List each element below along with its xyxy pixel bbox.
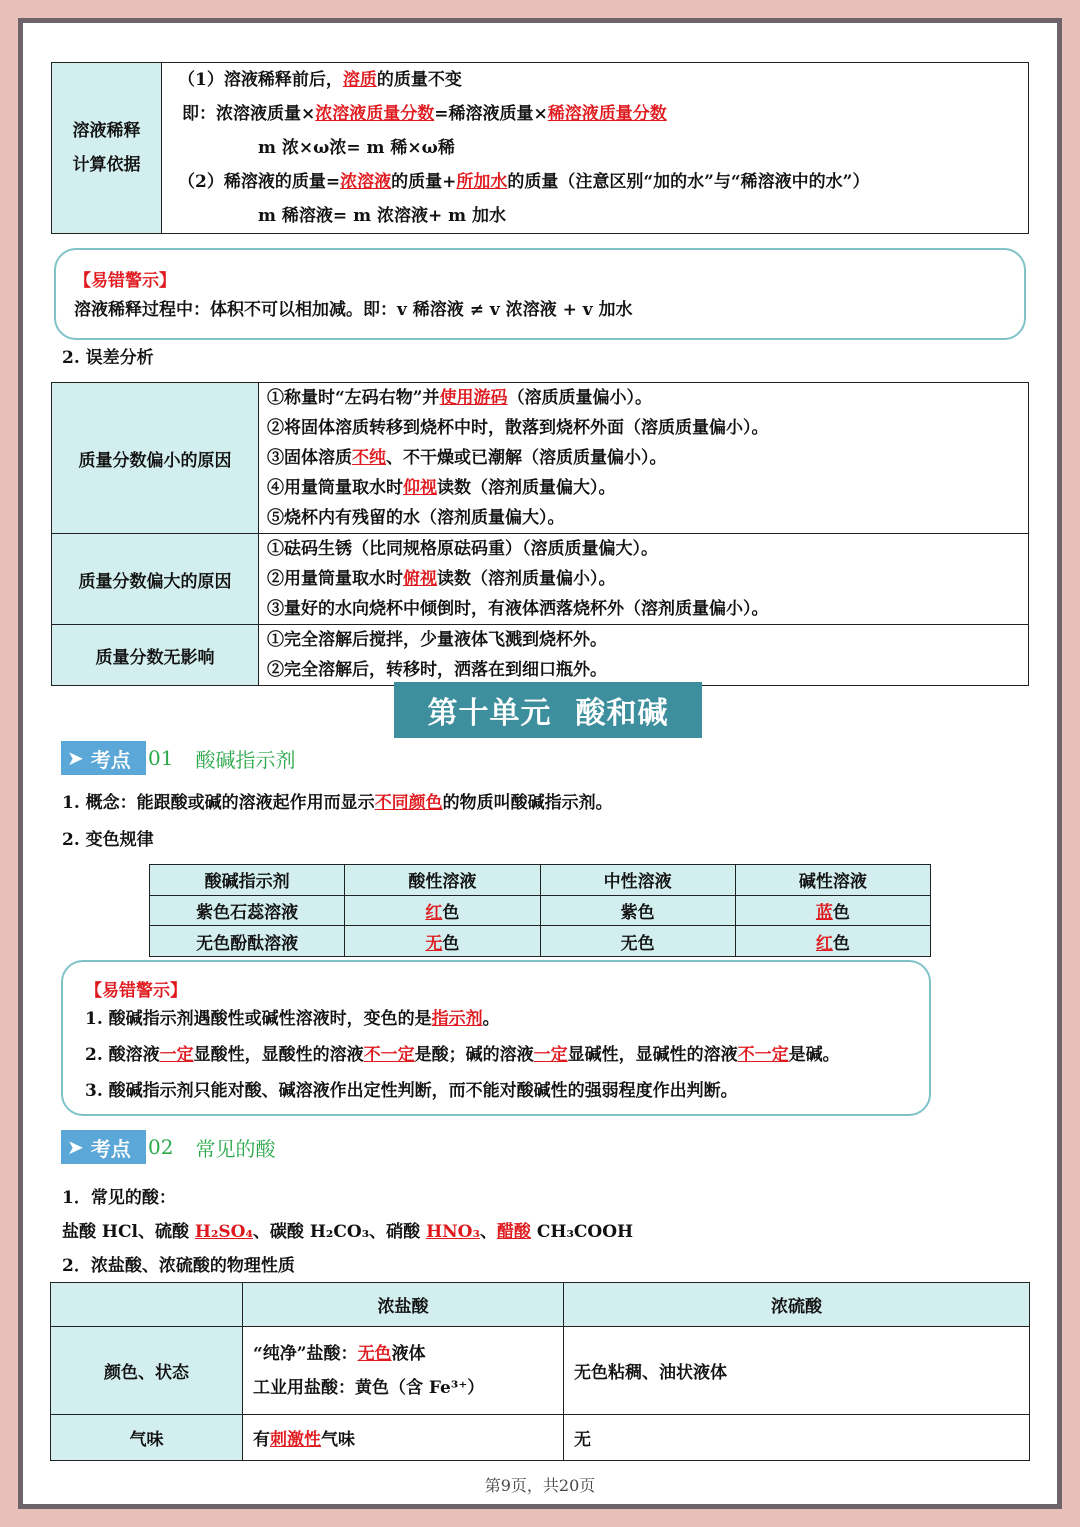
unit-number: 第十单元 [427,696,552,731]
small-item: ③固体溶质不纯、不干燥或已潮解（溶质质量偏小）。 [267,448,667,468]
page [26,26,1054,1501]
warning-title-2: 【易错警示】 [85,981,187,1001]
no-effect-item: ②完全溶解后，转移时，洒落在到细口瓶外。 [267,660,607,680]
dilution-r3: m 浓×ω浓= m 稀×ω稀 [258,138,455,158]
warning-box-1 [54,248,1026,340]
col-header: 酸性溶液 [345,865,540,896]
dilution-r2: 即：浓溶液质量×浓溶液质量分数=稀溶液质量×稀溶液质量分数 [182,104,667,124]
kaodian-01 [61,741,295,775]
row-odor: 气味 [51,1415,243,1461]
no-effect-item: ①完全溶解后搅拌，少量液体飞溅到烧杯外。 [267,630,607,650]
dilution-table [51,62,1029,234]
dilution-label [52,63,162,234]
no-effect-items [259,625,1029,686]
small-item: ①称量时“左码右物”并使用游码（溶质质量偏小）。 [267,388,653,408]
kaodian-number: 02 [148,1135,174,1159]
unit-heading [394,682,702,738]
physical-properties-table [50,1282,1030,1461]
h2so4-color-state: 无色粘稠、油状液体 [564,1327,1030,1415]
row-color-state: 颜色、状态 [51,1327,243,1415]
page-footer: 第9页，共20页 [484,1476,596,1495]
dilution-label-1: 溶液稀释 [72,121,141,141]
error-analysis-heading: 2. 误差分析 [62,348,154,368]
neutral-color: 紫色 [540,895,735,926]
indicator-table [149,864,931,957]
small-item: ⑤烧杯内有残留的水（溶剂质量偏大）。 [267,508,565,528]
common-acids-heading: 1．常见的酸： [62,1188,176,1208]
warning2-line3: 3. 酸碱指示剂只能对酸、碱溶液作出定性判断，而不能对酸碱性的强弱程度作出判断。 [85,1081,738,1101]
arrow-icon: ➤ [67,746,84,770]
large-item: ①砝码生锈（比同规格原砝码重）（溶质质量偏大）。 [267,539,658,559]
warning2-line1: 1. 酸碱指示剂遇酸性或碱性溶液时，变色的是指示剂。 [85,1009,500,1029]
dilution-label-2: 计算依据 [72,155,141,175]
indicator-name: 无色酚酞溶液 [150,926,345,957]
dilution-r1: （1）溶液稀释前后，溶质的质量不变 [178,70,462,90]
unit-title: 酸和碱 [575,696,669,731]
acid-color: 红色 [345,895,540,926]
kaodian-title: 常见的酸 [195,1136,276,1161]
base-color: 蓝色 [735,895,930,926]
small-cause-items [259,383,1029,534]
large-item: ②用量筒量取水时俯视读数（溶剂质量偏小）。 [267,569,616,589]
hcl-odor: 有刺激性气味 [243,1415,564,1461]
col-header: 中性溶液 [540,865,735,896]
col-h2so4: 浓硫酸 [564,1283,1030,1327]
small-item: ④用量筒量取水时仰视读数（溶剂质量偏大）。 [267,478,616,498]
warning-title-1: 【易错警示】 [74,271,176,291]
warning2-line2: 2. 酸溶液一定显酸性，显酸性的溶液不一定是酸；碱的溶液一定显碱性，显碱性的溶液不一定是碱。 [85,1045,840,1065]
hcl-industrial: 工业用盐酸：黄色（含 Fe³⁺） [253,1377,485,1398]
large-cause-items [259,534,1029,625]
dilution-r4: （2）稀溶液的质量=浓溶液的质量+所加水的质量（注意区别“加的水”与“稀溶液中的水”） [178,172,870,192]
kaodian-tag: ➤ 考点 [61,1130,146,1164]
h2so4-odor: 无 [564,1415,1030,1461]
kaodian-title: 酸碱指示剂 [195,747,296,772]
hcl-pure: “纯净”盐酸：无色液体 [253,1343,426,1364]
neutral-color: 无色 [540,926,735,957]
kaodian-02 [61,1130,275,1164]
large-cause-label: 质量分数偏大的原因 [52,534,259,625]
blank-header [51,1283,243,1327]
physical-properties-heading: 2．浓盐酸、浓硫酸的物理性质 [62,1256,295,1276]
col-header: 碱性溶液 [735,865,930,896]
kaodian-number: 01 [148,746,174,770]
dilution-r5: m 稀溶液= m 浓溶液+ m 加水 [258,206,507,226]
indicator-name: 紫色石蕊溶液 [150,895,345,926]
col-header: 酸碱指示剂 [150,865,345,896]
arrow-icon: ➤ [67,1135,84,1159]
warning-text-1: 溶液稀释过程中：体积不可以相加减。即：v 稀溶液 ≠ v 浓溶液 + v 加水 [74,300,633,320]
concept-line: 1. 概念：能跟酸或碱的溶液起作用而显示不同颜色的物质叫酸碱指示剂。 [62,793,613,813]
col-hcl: 浓盐酸 [243,1283,564,1327]
warning-box-2 [61,960,931,1116]
large-item: ③量好的水向烧杯中倾倒时，有液体洒落烧杯外（溶剂质量偏小）。 [267,599,769,619]
common-acids-list: 盐酸 HCl、硫酸 H₂SO₄、碳酸 H₂CO₃、硝酸 HNO₃、醋酸 CH₃COOH [62,1222,634,1242]
acid-color: 无色 [345,926,540,957]
no-effect-label: 质量分数无影响 [52,625,259,686]
base-color: 红色 [735,926,930,957]
error-analysis-table [51,382,1029,686]
kaodian-tag: ➤ 考点 [61,741,146,775]
small-item: ②将固体溶质转移到烧杯中时，散落到烧杯外面（溶质质量偏小）。 [267,418,769,438]
dilution-content [162,63,1029,234]
small-cause-label: 质量分数偏小的原因 [52,383,259,534]
color-rule-heading: 2. 变色规律 [62,830,154,850]
hcl-color-state [243,1327,564,1415]
